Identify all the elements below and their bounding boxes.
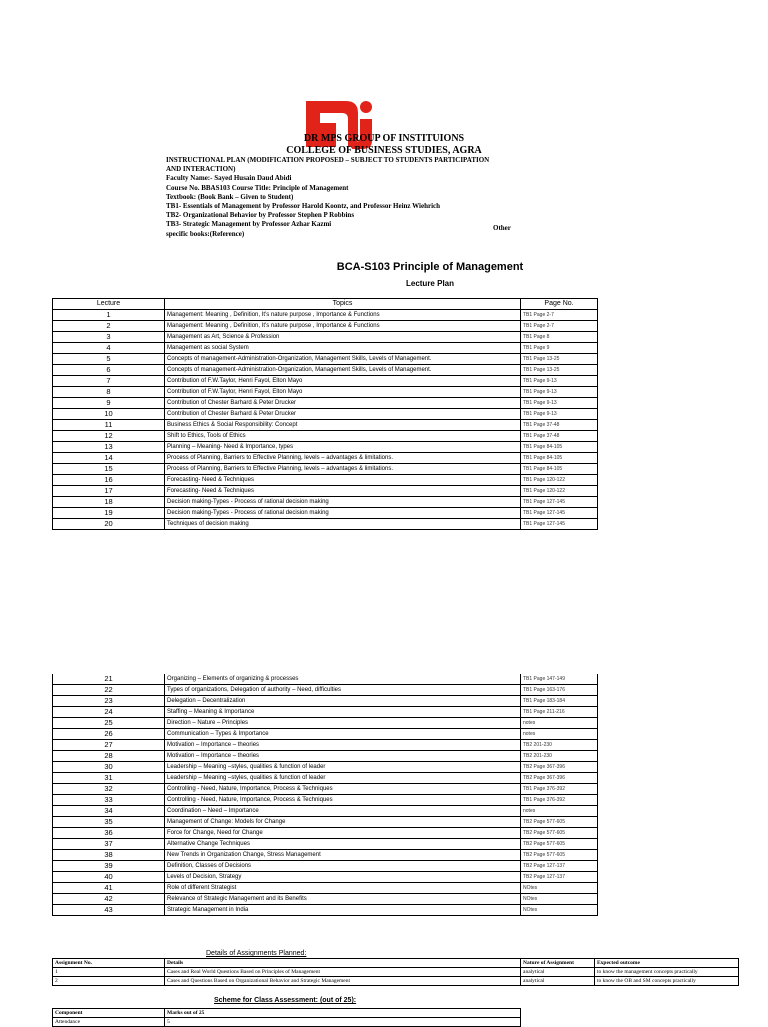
lecture-number: 16 <box>53 475 165 486</box>
lecture-number: 21 <box>53 674 165 685</box>
table-row <box>53 861 598 872</box>
column-header-details: Details <box>165 959 521 968</box>
column-header-component: Component <box>53 1009 165 1018</box>
table-row <box>53 431 598 442</box>
lecture-number: 19 <box>53 508 165 519</box>
lecture-number: 28 <box>53 751 165 762</box>
table-row <box>53 795 598 806</box>
lecture-topic: Alternative Change Techniques <box>165 839 521 850</box>
table-row <box>53 453 598 464</box>
table-row <box>53 387 598 398</box>
table-row <box>53 894 598 905</box>
textbook-tb3: TB3- Strategic Management by Professor Azhar Kazmi <box>166 220 332 229</box>
textbook-tb2: TB2- Organizational Behavior by Professor Stephen P Robbins <box>166 211 355 220</box>
lecture-page: TB1 Page 84-105 <box>521 464 598 475</box>
lecture-topic: Motivation – Importance – theories <box>165 751 521 762</box>
lecture-topic: Techniques of decision making <box>165 519 521 530</box>
lecture-page: TB2 Page 127-137 <box>521 861 598 872</box>
lecture-number: 41 <box>53 883 165 894</box>
assignment-nature: analytical <box>521 977 595 986</box>
lecture-number: 12 <box>53 431 165 442</box>
lecture-page: TB1 Page 211-216 <box>521 707 598 718</box>
table-row <box>53 497 598 508</box>
lecture-page: TB1 Page 2-7 <box>521 310 598 321</box>
table-row <box>53 508 598 519</box>
lecture-page: TB1 Page 120-122 <box>521 486 598 497</box>
lecture-page: TB1 Page 37-48 <box>521 431 598 442</box>
lecture-number: 11 <box>53 420 165 431</box>
lecture-topic: Direction – Nature – Principles <box>165 718 521 729</box>
lecture-page: TB2 Page 367-396 <box>521 773 598 784</box>
table-row <box>53 519 598 530</box>
lecture-topic: Planning – Meaning- Need & Importance, types <box>165 442 521 453</box>
lecture-topic: Controlling - Need, Nature, Importance, Process & Techniques <box>165 795 521 806</box>
lecture-table-part2 <box>52 674 598 916</box>
table-row <box>53 707 598 718</box>
lecture-number: 32 <box>53 784 165 795</box>
column-header-assignment-no: Assignment No. <box>53 959 165 968</box>
lecture-topic: Management: Meaning , Definition, It's nature purpose , Importance & Functions <box>165 321 521 332</box>
assignments-table <box>52 958 739 986</box>
table-row <box>53 398 598 409</box>
column-header-outcome: Expected outcome <box>595 959 739 968</box>
lecture-page: TB2 Page 577-605 <box>521 828 598 839</box>
assignment-details: Cases and Real World Questions Based on Principles of Management <box>165 968 521 977</box>
column-header-page: Page No. <box>521 299 598 310</box>
lecture-topic: Shift to Ethics, Tools of Ethics <box>165 431 521 442</box>
lecture-page: TB1 Page 376-392 <box>521 795 598 806</box>
table-row <box>53 376 598 387</box>
column-header-lecture: Lecture <box>53 299 165 310</box>
lecture-number: 22 <box>53 685 165 696</box>
assignments-title: Details of Assignments Planned: <box>206 950 307 957</box>
table-row <box>53 872 598 883</box>
lecture-topic: Motivation – Importance – theories <box>165 740 521 751</box>
table-row <box>53 442 598 453</box>
lecture-topic: Organizing – Elements of organizing & processes <box>165 674 521 685</box>
lecture-number: 13 <box>53 442 165 453</box>
lecture-number: 7 <box>53 376 165 387</box>
lecture-number: 5 <box>53 354 165 365</box>
institution-name: DR MPS GROUP OF INSTITUIONS <box>303 133 465 144</box>
lecture-topic: Force for Change, Need for Change <box>165 828 521 839</box>
column-header-marks: Marks out of 25 <box>165 1009 521 1018</box>
lecture-page: TB2 Page 577-605 <box>521 850 598 861</box>
lecture-topic: Management as Art, Science & Profession <box>165 332 521 343</box>
lecture-number: 26 <box>53 729 165 740</box>
lecture-page: TB2 201-230 <box>521 751 598 762</box>
lecture-page: TB1 Page 9-13 <box>521 409 598 420</box>
lecture-topic: New Trends in Organization Change, Stress Management <box>165 850 521 861</box>
lecture-topic: Types of organizations, Delegation of authority – Need, difficulties <box>165 685 521 696</box>
lecture-number: 23 <box>53 696 165 707</box>
table-row <box>53 365 598 376</box>
lecture-topic: Forecasting- Need & Techniques <box>165 475 521 486</box>
table-row <box>53 762 598 773</box>
lecture-number: 38 <box>53 850 165 861</box>
lecture-page: TB1 Page 9-13 <box>521 387 598 398</box>
lecture-page: NOtes <box>521 883 598 894</box>
lecture-page: TB1 Page 120-122 <box>521 475 598 486</box>
assignment-nature: analytical <box>521 968 595 977</box>
lecture-page: TB1 Page 147-149 <box>521 674 598 685</box>
lecture-page: TB1 Page 376-392 <box>521 784 598 795</box>
lecture-page: TB1 Page 84-105 <box>521 453 598 464</box>
other-label: Other <box>493 224 511 232</box>
table-row <box>53 464 598 475</box>
textbook-info: Textbook: (Book Bank – Given to Student) <box>166 192 294 201</box>
assignment-no: 1 <box>53 968 165 977</box>
table-row <box>53 685 598 696</box>
scheme-table <box>52 1008 521 1027</box>
lecture-topic: Concepts of management-Administration-Organization, Management Skills, Levels of Management. <box>165 354 521 365</box>
table-row <box>53 839 598 850</box>
assignment-outcome: to know the management concepts practically <box>595 968 739 977</box>
lecture-page: TB1 Page 183-184 <box>521 696 598 707</box>
table-row <box>53 486 598 497</box>
table-row <box>53 1018 521 1027</box>
plan-line: INSTRUCTIONAL PLAN (MODIFICATION PROPOSED – SUBJECT TO STUDENTS PARTICIPATION <box>166 156 490 164</box>
lecture-topic: Management: Meaning , Definition, It's nature purpose , Importance & Functions <box>165 310 521 321</box>
lecture-page: notes <box>521 729 598 740</box>
table-row <box>53 475 598 486</box>
lecture-page: TB1 Page 9-13 <box>521 376 598 387</box>
lecture-page: TB1 Page 127-145 <box>521 497 598 508</box>
reference-books: specific books:(Reference) <box>166 229 245 238</box>
table-row <box>53 332 598 343</box>
college-name: COLLEGE OF BUSINESS STUDIES, AGRA <box>286 145 482 156</box>
table-row <box>53 751 598 762</box>
table-row <box>53 310 598 321</box>
lecture-number: 24 <box>53 707 165 718</box>
lecture-page: NOtes <box>521 905 598 916</box>
lecture-page: TB1 Page 127-145 <box>521 519 598 530</box>
assignment-outcome: to know the OB and SM concepts practically <box>595 977 739 986</box>
lecture-number: 39 <box>53 861 165 872</box>
table-row <box>53 674 598 685</box>
lecture-page: notes <box>521 806 598 817</box>
lecture-topic: Decision making-Types - Process of rational decision making <box>165 497 521 508</box>
lecture-page: TB1 Page 2-7 <box>521 321 598 332</box>
lecture-topic: Coordination – Need – Importance <box>165 806 521 817</box>
table-row <box>53 740 598 751</box>
lecture-number: 30 <box>53 762 165 773</box>
column-header-nature: Nature of Assignment <box>521 959 595 968</box>
lecture-page: TB1 Page 84-105 <box>521 442 598 453</box>
lecture-number: 36 <box>53 828 165 839</box>
lecture-topic: Business Ethics & Social Responsibility: Concept <box>165 420 521 431</box>
lecture-number: 34 <box>53 806 165 817</box>
assignment-details: Cases and Questions Based on Organizational Behavior and Strategic Management <box>165 977 521 986</box>
table-row <box>53 696 598 707</box>
lecture-number: 31 <box>53 773 165 784</box>
lecture-topic: Process of Planning, Barriers to Effective Planning, levels – advantages & limitations. <box>165 464 521 475</box>
lecture-topic: Leadership – Meaning –styles, qualities & function of leader <box>165 762 521 773</box>
lecture-number: 40 <box>53 872 165 883</box>
lecture-page: TB1 Page 9-13 <box>521 398 598 409</box>
lecture-page: TB1 Page 13-25 <box>521 365 598 376</box>
lecture-number: 37 <box>53 839 165 850</box>
lecture-topic: Contribution of F.W.Taylor, Henri Fayol, Elton Mayo <box>165 376 521 387</box>
lecture-number: 4 <box>53 343 165 354</box>
table-header-row <box>53 1009 521 1018</box>
lecture-number: 25 <box>53 718 165 729</box>
lecture-topic: Definition, Classes of Decisions <box>165 861 521 872</box>
table-row <box>53 883 598 894</box>
lecture-topic: Contribution of Chester Barhard & Peter Drucker <box>165 409 521 420</box>
table-row <box>53 420 598 431</box>
lecture-number: 17 <box>53 486 165 497</box>
lecture-topic: Decision making-Types - Process of rational decision making <box>165 508 521 519</box>
lecture-page: TB2 Page 127-137 <box>521 872 598 883</box>
lecture-number: 6 <box>53 365 165 376</box>
lecture-page: TB2 Page 577-605 <box>521 839 598 850</box>
table-row <box>53 806 598 817</box>
table-row <box>53 343 598 354</box>
lecture-number: 2 <box>53 321 165 332</box>
document-subtitle: Lecture Plan <box>405 279 454 288</box>
table-row <box>53 321 598 332</box>
lecture-topic: Strategic Management in India <box>165 905 521 916</box>
lecture-topic: Delegation – Decentralization <box>165 696 521 707</box>
lecture-topic: Communication – Types & Importance <box>165 729 521 740</box>
lecture-topic: Management as social System <box>165 343 521 354</box>
lecture-page: NOtes <box>521 894 598 905</box>
table-row <box>53 968 739 977</box>
course-info: Course No. BBAS103 Course Title: Principle of Management <box>166 183 349 192</box>
lecture-topic: Contribution of Chester Barhard & Peter Drucker <box>165 398 521 409</box>
lecture-page: TB2 Page 367-396 <box>521 762 598 773</box>
lecture-page: TB1 Page 9 <box>521 343 598 354</box>
lecture-number: 9 <box>53 398 165 409</box>
lecture-page: TB1 Page 163-176 <box>521 685 598 696</box>
table-row <box>53 905 598 916</box>
lecture-topic: Controlling - Need, Nature, Importance, Process & Techniques <box>165 784 521 795</box>
table-row <box>53 828 598 839</box>
lecture-page: notes <box>521 718 598 729</box>
table-row <box>53 409 598 420</box>
plan-line: AND INTERACTION) <box>166 165 236 174</box>
lecture-number: 3 <box>53 332 165 343</box>
lecture-topic: Forecasting- Need & Techniques <box>165 486 521 497</box>
column-header-topics: Topics <box>165 299 521 310</box>
table-row <box>53 850 598 861</box>
lecture-number: 15 <box>53 464 165 475</box>
textbook-tb1: TB1- Essentials of Management by Professor Harold Koontz, and Professor Heinz Wiehrich <box>166 202 441 211</box>
lecture-number: 18 <box>53 497 165 508</box>
table-row <box>53 977 739 986</box>
lecture-number: 35 <box>53 817 165 828</box>
lecture-page: TB2 201-230 <box>521 740 598 751</box>
lecture-topic: Contribution of F.W.Taylor, Henri Fayol, Elton Mayo <box>165 387 521 398</box>
lecture-page: TB1 Page 8 <box>521 332 598 343</box>
lecture-topic: Staffing – Meaning & Importance <box>165 707 521 718</box>
lecture-topic: Management of Change: Models for Change <box>165 817 521 828</box>
table-row <box>53 354 598 365</box>
lecture-number: 10 <box>53 409 165 420</box>
lecture-topic: Process of Planning, Barriers to Effective Planning, levels – advantages & limitations. <box>165 453 521 464</box>
table-row <box>53 729 598 740</box>
lecture-table-part1 <box>52 298 598 530</box>
scheme-title: Scheme for Class Assessment: (out of 25): <box>214 997 357 1004</box>
lecture-topic: Levels of Decision, Strategy <box>165 872 521 883</box>
table-header-row <box>53 959 739 968</box>
lecture-page: TB1 Page 127-145 <box>521 508 598 519</box>
lecture-page: TB1 Page 37-48 <box>521 420 598 431</box>
lecture-topic: Leadership – Meaning –styles, qualities & function of leader <box>165 773 521 784</box>
scheme-marks: 5 <box>165 1018 521 1027</box>
lecture-topic: Relevance of Strategic Management and its Benefits <box>165 894 521 905</box>
lecture-topic: Concepts of management-Administration-Organization, Management Skills, Levels of Management. <box>165 365 521 376</box>
lecture-number: 8 <box>53 387 165 398</box>
table-header-row <box>53 299 598 310</box>
scheme-component: Attendance <box>53 1018 165 1027</box>
document-title: BCA-S103 Principle of Management <box>336 261 524 273</box>
lecture-number: 27 <box>53 740 165 751</box>
table-row <box>53 784 598 795</box>
lecture-number: 33 <box>53 795 165 806</box>
lecture-topic: Role of different Strategist <box>165 883 521 894</box>
table-row <box>53 773 598 784</box>
lecture-number: 20 <box>53 519 165 530</box>
lecture-number: 14 <box>53 453 165 464</box>
assignment-no: 2 <box>53 977 165 986</box>
lecture-number: 43 <box>53 905 165 916</box>
faculty-name: Faculty Name:- Sayed Husain Daud Abidi <box>166 174 292 183</box>
table-row <box>53 718 598 729</box>
instructional-plan-info <box>166 156 536 239</box>
lecture-page: TB1 Page 13-25 <box>521 354 598 365</box>
table-row <box>53 817 598 828</box>
lecture-page: TB2 Page 577-605 <box>521 817 598 828</box>
lecture-number: 42 <box>53 894 165 905</box>
lecture-number: 1 <box>53 310 165 321</box>
